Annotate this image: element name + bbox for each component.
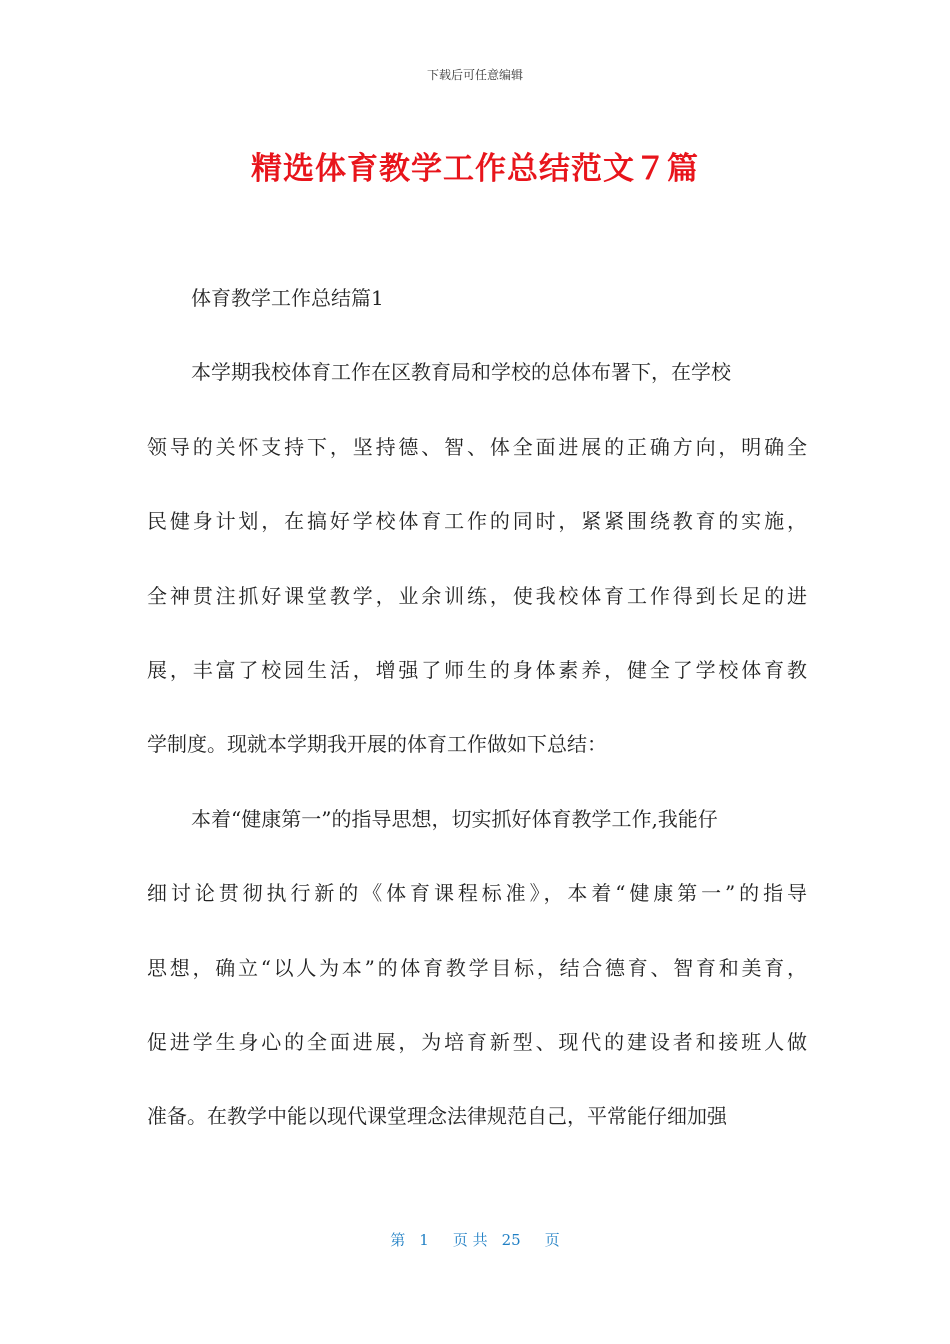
header-note: 下载后可任意编辑 [426,68,523,82]
page-footer [0,1229,950,1250]
paragraph-line: 展，丰富了校园生活，增强了师生的身体素养，健全了学校体育教 [147,657,807,682]
paragraph-line: 准备。在教学中能以现代课堂理念法律规范自己，平常能仔细加强 [147,1104,727,1129]
paragraph-line: 促进学生身心的全面进展，为培育新型、现代的建设者和接班人做 [147,1029,807,1054]
footer-total-pages: 25 [501,1231,521,1249]
paragraph-line: 思想，确立“以人为本”的体育教学目标，结合德育、智育和美育， [147,955,807,980]
footer-suffix: 页 [544,1231,560,1249]
paragraph-line: 本着“健康第一”的指导思想，切实抓好体育教学工作,我能仔 [191,806,718,831]
document-body [147,278,807,1171]
paragraph-line: 领导的关怀支持下，坚持德、智、体全面进展的正确方向，明确全 [147,434,807,459]
footer-mid: 页 共 [452,1231,488,1249]
paragraph-line: 学制度。现就本学期我开展的体育工作做如下总结： [147,732,607,757]
paragraph-line: 本学期我校体育工作在区教育局和学校的总体布署下，在学校 [191,360,731,385]
paragraph-line: 细讨论贯彻执行新的《体育课程标准》，本着“健康第一”的指导 [147,881,807,906]
footer-current-page: 1 [419,1231,429,1249]
footer-prefix: 第 [390,1231,406,1249]
paragraph-line: 全神贯注抓好课堂教学，业余训练，使我校体育工作得到长足的进 [147,583,807,608]
section-heading: 体育教学工作总结篇1 [191,286,384,310]
paragraph-line: 民健身计划，在搞好学校体育工作的同时，紧紧围绕教育的实施， [147,509,807,534]
document-title: 精选体育教学工作总结范文７篇 [251,151,699,187]
